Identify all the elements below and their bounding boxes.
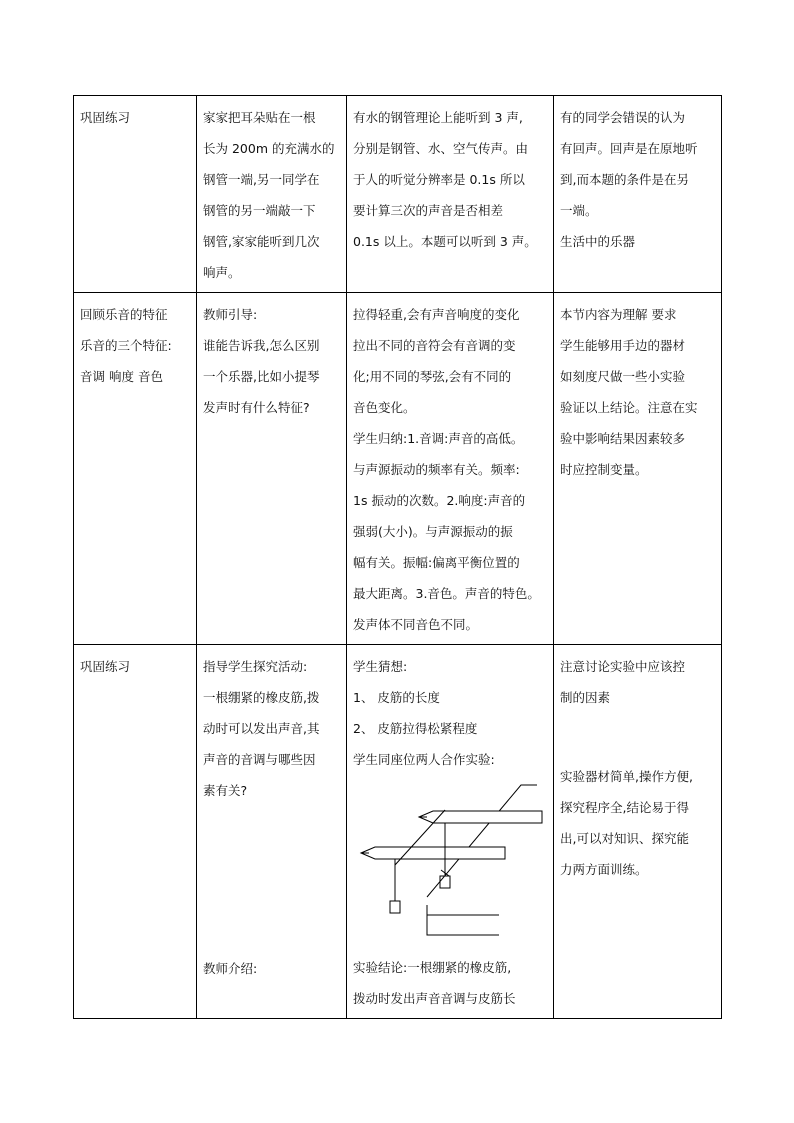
- board-ledge: [427, 905, 499, 935]
- stage-text: 巩固练习: [80, 659, 131, 674]
- notes-text: 实验器材简单,操作方便,: [560, 769, 693, 784]
- notes-text: 探究程序全,结论易于得: [560, 800, 689, 815]
- student-text: 最大距离。3.音色。声音的特色。: [353, 586, 540, 601]
- notes-text: 如刻度尺做一些小实验: [560, 369, 686, 384]
- student-text: 拉出不同的音符会有音调的变: [353, 338, 516, 353]
- teacher-text: 一个乐器,比如小提琴: [203, 369, 320, 384]
- lesson-plan-table: [73, 95, 722, 1019]
- stage-text: 巩固练习: [80, 110, 131, 125]
- notes-text: 本节内容为理解 要求: [560, 307, 677, 322]
- teacher-text: 动时可以发出声音,其: [203, 721, 320, 736]
- student-text: 分别是钢管、水、空气传声。由: [353, 141, 529, 156]
- weight-left: [390, 901, 400, 913]
- student-text: 学生归纳:1.音调:声音的高低。: [353, 431, 524, 446]
- notes-cell: [554, 293, 722, 645]
- teacher-text: 响声。: [203, 265, 241, 280]
- board-outline: [427, 785, 537, 897]
- notes-text: 有回声。回声是在原地听: [560, 141, 698, 156]
- teacher-text: 教师引导:: [203, 307, 258, 322]
- student-text: 学生同座位两人合作实验:: [353, 752, 495, 767]
- notes-text: 制的因素: [560, 690, 611, 705]
- conclusion-text: 拨动时发出声音音调与皮筋长: [353, 991, 516, 1006]
- student-text: 音色变化。: [353, 400, 416, 415]
- student-text: 拉得轻重,会有声音响度的变化: [353, 307, 520, 322]
- student-text: 发声体不同音色不同。: [353, 617, 479, 632]
- teacher-text: 钢管的另一端敲一下: [203, 203, 316, 218]
- teacher-cell: [197, 293, 347, 645]
- table-row: [74, 96, 722, 293]
- stage-text: 回顾乐音的特征: [80, 307, 168, 322]
- notes-cell: [554, 96, 722, 293]
- teacher-text: 发声时有什么特征?: [203, 400, 310, 415]
- student-text: 学生猜想:: [353, 659, 408, 674]
- table-row: [74, 645, 722, 1019]
- student-text: 0.1s 以上。本题可以听到 3 声。: [353, 234, 537, 249]
- notes-text: 注意讨论实验中应该控: [560, 659, 686, 674]
- teacher-text: 长为 200m 的充满水的: [203, 141, 335, 156]
- student-text: 有水的钢管理论上能听到 3 声,: [353, 110, 523, 125]
- notes-text: 出,可以对知识、探究能: [560, 831, 689, 846]
- rubber-band-experiment-diagram: [347, 777, 547, 952]
- table-row: [74, 293, 722, 645]
- notes-text: 一端。: [560, 203, 598, 218]
- student-cell: [347, 293, 554, 645]
- teacher-cell: [197, 96, 347, 293]
- notes-text: 有的同学会错误的认为: [560, 110, 686, 125]
- teacher-text: 谁能告诉我,怎么区别: [203, 338, 320, 353]
- student-text: 化;用不同的琴弦,会有不同的: [353, 369, 512, 384]
- notes-cell: [554, 645, 722, 1019]
- student-text: 1s 振动的次数。2.响度:声音的: [353, 493, 526, 508]
- notes-text: 验证以上结论。注意在实: [560, 400, 698, 415]
- stage-cell: [74, 645, 197, 1019]
- notes-text: 时应控制变量。: [560, 462, 648, 477]
- student-text: 与声源振动的频率有关。频率:: [353, 462, 520, 477]
- teacher-text: 指导学生探究活动:: [203, 659, 308, 674]
- notes-text: 学生能够用手边的器材: [560, 338, 686, 353]
- notes-text: 到,而本题的条件是在另: [560, 172, 689, 187]
- stage-cell: [74, 293, 197, 645]
- pencil-upper: [419, 811, 542, 823]
- notes-text: 力两方面训练。: [560, 862, 648, 877]
- teacher-text: 一根绷紧的橡皮筋,拨: [203, 690, 320, 705]
- student-cell: [347, 96, 554, 293]
- teacher-text: 钢管一端,另一同学在: [203, 172, 320, 187]
- weight-right: [440, 876, 450, 888]
- stage-cell: [74, 96, 197, 293]
- pencil-lower: [361, 847, 505, 859]
- notes-text: 验中影响结果因素较多: [560, 431, 686, 446]
- student-text: 幅有关。振幅:偏离平衡位置的: [353, 555, 520, 570]
- conclusion-text: 实验结论:一根绷紧的橡皮筋,: [353, 960, 512, 975]
- student-text: 要计算三次的声音是否相差: [353, 203, 504, 218]
- student-text: 强弱(大小)。与声源振动的振: [353, 524, 513, 539]
- student-text: 1、 皮筋的长度: [353, 690, 440, 705]
- notes-spacer: [560, 713, 716, 761]
- student-text: 2、 皮筋拉得松紧程度: [353, 721, 478, 736]
- teacher-cell: [197, 645, 347, 1019]
- teacher-text: 家家把耳朵贴在一根: [203, 110, 316, 125]
- teacher-text: 素有关?: [203, 783, 248, 798]
- student-cell: [347, 645, 554, 1019]
- stage-text: 音调 响度 音色: [80, 369, 163, 384]
- teacher-intro-text: 教师介绍:: [203, 961, 258, 976]
- teacher-text: 钢管,家家能听到几次: [203, 234, 320, 249]
- teacher-text: 声音的音调与哪些因: [203, 752, 316, 767]
- student-text: 于人的听觉分辨率是 0.1s 所以: [353, 172, 525, 187]
- notes-text: 生活中的乐器: [560, 234, 636, 249]
- stage-text: 乐音的三个特征:: [80, 338, 172, 353]
